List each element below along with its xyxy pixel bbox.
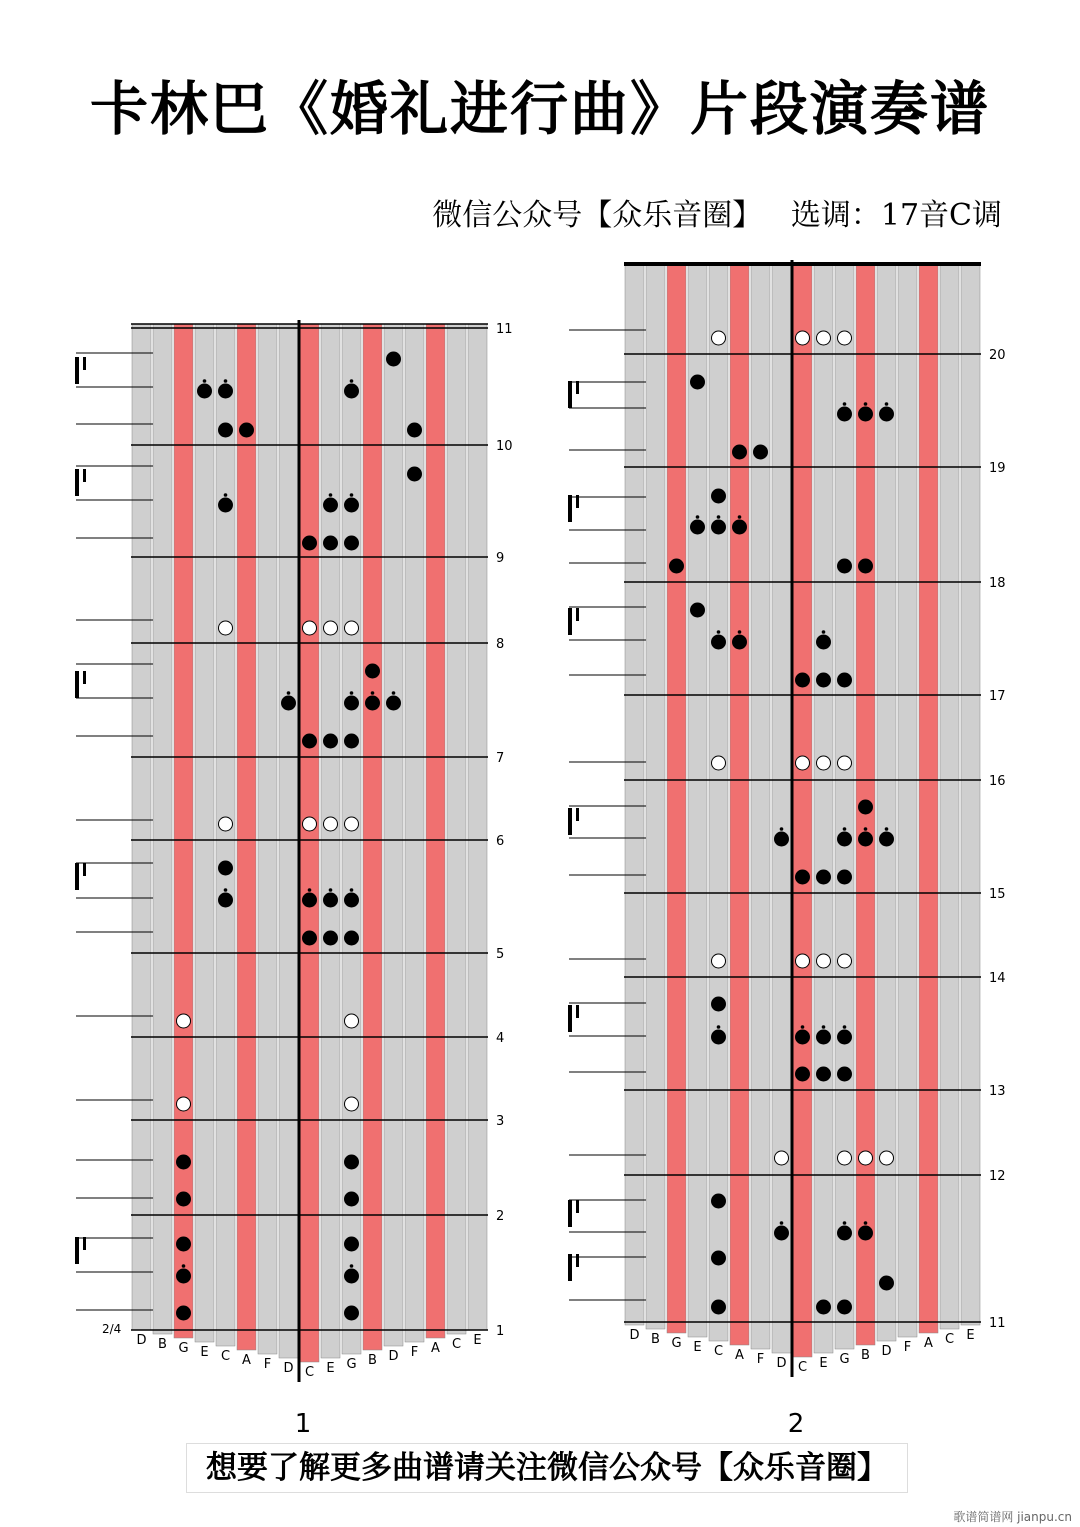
rest-note — [796, 954, 810, 968]
tine-label: B — [368, 1353, 377, 1368]
note — [177, 1192, 191, 1206]
bracket-mark — [568, 1254, 572, 1281]
measure-number: 19 — [989, 461, 1006, 476]
rest-note — [838, 331, 852, 345]
note — [387, 696, 401, 710]
tine-label: C — [304, 1365, 315, 1380]
note-dot — [822, 630, 826, 634]
note — [712, 997, 726, 1011]
bracket-mark — [568, 495, 572, 522]
bracket-mark — [83, 469, 86, 482]
measure-number: 20 — [989, 348, 1006, 363]
note-dot — [182, 1264, 186, 1268]
note — [219, 893, 233, 907]
tine-label: C — [220, 1349, 231, 1364]
tine-1 — [153, 324, 172, 1334]
rest-note — [838, 1151, 852, 1165]
note — [219, 384, 233, 398]
note — [177, 1306, 191, 1320]
note — [859, 800, 873, 814]
tine-label: D — [136, 1333, 147, 1348]
tine-7 — [279, 324, 298, 1358]
tine-label: E — [473, 1333, 482, 1348]
note-dot — [822, 1025, 826, 1029]
rest-note — [880, 1151, 894, 1165]
note-dot — [843, 402, 847, 406]
note-dot — [843, 827, 847, 831]
note — [345, 1269, 359, 1283]
bracket-mark — [568, 1200, 572, 1227]
measure-number: 16 — [989, 774, 1006, 789]
note — [691, 603, 705, 617]
note-dot — [224, 379, 228, 383]
measure-number: 8 — [496, 637, 505, 652]
note — [345, 1306, 359, 1320]
note — [345, 1192, 359, 1206]
tine-label: C — [944, 1332, 955, 1347]
note — [838, 1226, 852, 1240]
note — [859, 407, 873, 421]
note-dot — [392, 691, 396, 695]
note — [324, 931, 338, 945]
tine-label: E — [200, 1345, 209, 1360]
rest-note — [345, 817, 359, 831]
note-dot — [350, 888, 354, 892]
tine-label: F — [903, 1340, 912, 1355]
measure-number: 9 — [496, 551, 505, 566]
note-dot — [864, 827, 868, 831]
bracket-mark — [576, 1254, 579, 1267]
time-signature: 2/4 — [102, 1322, 122, 1336]
measure-number: 7 — [496, 751, 505, 766]
note — [838, 1300, 852, 1314]
tine-6 — [751, 264, 770, 1349]
bracket-mark — [83, 863, 86, 876]
bracket-mark — [568, 381, 572, 408]
note — [345, 536, 359, 550]
note-dot — [329, 493, 333, 497]
note-dot — [350, 493, 354, 497]
note — [712, 520, 726, 534]
note-dot — [224, 493, 228, 497]
measure-number: 11 — [989, 1316, 1006, 1331]
note — [240, 423, 254, 437]
tine-label: F — [410, 1345, 419, 1360]
tine-label: G — [671, 1336, 682, 1351]
bracket-mark — [576, 1005, 579, 1018]
note-dot — [371, 691, 375, 695]
bracket-mark — [75, 863, 79, 890]
note-dot — [885, 827, 889, 831]
note — [712, 1300, 726, 1314]
rest-note — [324, 817, 338, 831]
tine-4 — [709, 264, 728, 1341]
rest-note — [838, 954, 852, 968]
note — [859, 559, 873, 573]
tine-label: C — [713, 1344, 724, 1359]
tine-label: E — [693, 1340, 702, 1355]
note — [366, 664, 380, 678]
subtitle: 微信公众号【众乐音圈】 选调：17音C调 — [432, 198, 1002, 233]
note — [817, 635, 831, 649]
tine-5 — [730, 264, 749, 1345]
tine-14 — [426, 324, 445, 1338]
measure-number: 14 — [989, 971, 1006, 986]
note — [817, 673, 831, 687]
measure-number: 1 — [496, 1324, 505, 1339]
tine-5 — [237, 324, 256, 1350]
note — [345, 498, 359, 512]
tine-7 — [772, 264, 791, 1353]
measure-number: 2 — [496, 1209, 505, 1224]
note — [387, 352, 401, 366]
note-dot — [738, 630, 742, 634]
tine-label: G — [839, 1352, 850, 1367]
bracket-mark — [568, 608, 572, 635]
rest-note — [817, 331, 831, 345]
tine-label: A — [924, 1336, 933, 1351]
tine-10 — [835, 264, 854, 1349]
tine-13 — [898, 264, 917, 1337]
note-dot — [329, 888, 333, 892]
bracket-mark — [576, 1200, 579, 1213]
tine-2 — [174, 324, 193, 1338]
note — [796, 1067, 810, 1081]
bracket-mark — [568, 808, 572, 835]
note-dot — [717, 515, 721, 519]
tine-label: C — [451, 1337, 462, 1352]
note — [219, 498, 233, 512]
note — [345, 696, 359, 710]
measure-number: 10 — [496, 439, 513, 454]
measure-number: 3 — [496, 1114, 505, 1129]
tine-label: D — [776, 1356, 787, 1371]
note — [691, 375, 705, 389]
note-dot — [287, 691, 291, 695]
note-dot — [717, 630, 721, 634]
measure-number: 17 — [989, 689, 1006, 704]
bracket-mark — [576, 608, 579, 621]
note-dot — [350, 1264, 354, 1268]
bracket-mark — [568, 1005, 572, 1032]
tine-label: B — [651, 1332, 660, 1347]
note — [408, 423, 422, 437]
note-dot — [738, 515, 742, 519]
note — [670, 559, 684, 573]
bracket-mark — [83, 1237, 86, 1250]
note — [345, 734, 359, 748]
rest-note — [775, 1151, 789, 1165]
note — [838, 1067, 852, 1081]
tine-2 — [667, 264, 686, 1333]
tine-label: D — [629, 1328, 640, 1343]
note — [712, 1030, 726, 1044]
note — [733, 635, 747, 649]
tine-label: F — [756, 1352, 765, 1367]
note-dot — [864, 1221, 868, 1225]
note — [712, 489, 726, 503]
note — [345, 1155, 359, 1169]
rest-note — [219, 621, 233, 635]
note — [838, 673, 852, 687]
note — [817, 1300, 831, 1314]
footer-note: 想要了解更多曲谱请关注微信公众号【众乐音圈】 — [186, 1443, 908, 1493]
tine-label: E — [819, 1356, 828, 1371]
rest-note — [859, 1151, 873, 1165]
note — [324, 734, 338, 748]
tine-14 — [919, 264, 938, 1333]
panel-page-number: 2 — [787, 1409, 805, 1439]
note — [880, 407, 894, 421]
tine-8 — [793, 264, 812, 1357]
tine-15 — [447, 324, 466, 1334]
note-dot — [203, 379, 207, 383]
tine-6 — [258, 324, 277, 1354]
tine-3 — [688, 264, 707, 1337]
rest-note — [345, 1097, 359, 1111]
rest-note — [345, 621, 359, 635]
note — [775, 832, 789, 846]
note-dot — [350, 379, 354, 383]
note — [345, 1237, 359, 1251]
measure-number: 4 — [496, 1031, 505, 1046]
note-dot — [224, 888, 228, 892]
rest-note — [177, 1097, 191, 1111]
tine-label: G — [346, 1357, 357, 1372]
measure-number: 18 — [989, 576, 1006, 591]
note — [838, 407, 852, 421]
tine-1 — [646, 264, 665, 1329]
rest-note — [219, 817, 233, 831]
note — [817, 1030, 831, 1044]
note — [880, 1276, 894, 1290]
tine-label: B — [158, 1337, 167, 1352]
tine-label: D — [388, 1349, 399, 1364]
note-dot — [717, 1025, 721, 1029]
measure-number: 11 — [496, 322, 513, 337]
tine-label: A — [431, 1341, 440, 1356]
note-dot — [801, 1025, 805, 1029]
note — [345, 384, 359, 398]
panel-page-number: 1 — [294, 1409, 312, 1439]
tine-label: B — [861, 1348, 870, 1363]
tine-label: D — [283, 1361, 294, 1376]
note — [177, 1155, 191, 1169]
tine-15 — [940, 264, 959, 1329]
note — [817, 1067, 831, 1081]
bracket-mark — [83, 357, 86, 370]
note — [880, 832, 894, 846]
watermark: 歌谱简谱网 jianpu.cn — [953, 1510, 1072, 1524]
note — [838, 1030, 852, 1044]
rest-note — [712, 756, 726, 770]
note — [712, 1194, 726, 1208]
note-dot — [843, 1221, 847, 1225]
bracket-mark — [75, 671, 79, 698]
tine-label: E — [326, 1361, 335, 1376]
note — [219, 423, 233, 437]
note — [324, 536, 338, 550]
note — [754, 445, 768, 459]
rest-note — [345, 1014, 359, 1028]
note — [796, 1030, 810, 1044]
rest-note — [796, 756, 810, 770]
measure-number: 5 — [496, 947, 505, 962]
note — [345, 893, 359, 907]
tine-8 — [300, 324, 319, 1362]
note-dot — [780, 827, 784, 831]
rest-note — [712, 954, 726, 968]
tine-12 — [877, 264, 896, 1341]
note — [303, 893, 317, 907]
tine-16 — [961, 264, 980, 1325]
note — [796, 673, 810, 687]
note — [198, 384, 212, 398]
note — [775, 1226, 789, 1240]
note — [177, 1237, 191, 1251]
note — [324, 893, 338, 907]
note-dot — [864, 402, 868, 406]
tine-16 — [468, 324, 487, 1330]
note-dot — [696, 515, 700, 519]
bracket-mark — [576, 808, 579, 821]
page-title: 卡林巴《婚礼进行曲》片段演奏谱 — [89, 75, 990, 143]
note — [324, 498, 338, 512]
note-dot — [780, 1221, 784, 1225]
note — [712, 635, 726, 649]
rest-note — [838, 756, 852, 770]
note — [817, 870, 831, 884]
note — [366, 696, 380, 710]
tine-label: A — [242, 1353, 251, 1368]
note — [303, 734, 317, 748]
tine-4 — [216, 324, 235, 1346]
note — [838, 832, 852, 846]
rest-note — [177, 1014, 191, 1028]
note — [838, 870, 852, 884]
tine-label: C — [797, 1360, 808, 1375]
bracket-mark — [576, 495, 579, 508]
note — [408, 467, 422, 481]
rest-note — [303, 817, 317, 831]
bracket-mark — [75, 357, 79, 384]
note — [733, 520, 747, 534]
bracket-mark — [75, 1237, 79, 1264]
note-dot — [308, 888, 312, 892]
measure-number: 12 — [989, 1169, 1006, 1184]
tine-label: F — [263, 1357, 272, 1372]
note — [859, 832, 873, 846]
note — [796, 870, 810, 884]
measure-number: 15 — [989, 887, 1006, 902]
measure-number: 13 — [989, 1084, 1006, 1099]
tine-12 — [384, 324, 403, 1346]
note — [691, 520, 705, 534]
tine-label: G — [178, 1341, 189, 1356]
note — [733, 445, 747, 459]
tine-3 — [195, 324, 214, 1342]
tine-9 — [321, 324, 340, 1358]
note — [219, 861, 233, 875]
rest-note — [712, 331, 726, 345]
note — [303, 931, 317, 945]
tine-0 — [132, 324, 151, 1330]
tine-label: A — [735, 1348, 744, 1363]
bracket-mark — [83, 671, 86, 684]
note-dot — [843, 1025, 847, 1029]
note — [345, 931, 359, 945]
note — [177, 1269, 191, 1283]
measure-number: 6 — [496, 834, 505, 849]
rest-note — [817, 954, 831, 968]
tine-9 — [814, 264, 833, 1353]
note — [859, 1226, 873, 1240]
rest-note — [796, 331, 810, 345]
tine-label: E — [966, 1328, 975, 1343]
note-dot — [350, 691, 354, 695]
note — [838, 559, 852, 573]
rest-note — [324, 621, 338, 635]
rest-note — [303, 621, 317, 635]
bracket-mark — [75, 469, 79, 496]
tine-label: D — [881, 1344, 892, 1359]
rest-note — [817, 756, 831, 770]
note — [303, 536, 317, 550]
bracket-mark — [576, 381, 579, 394]
tine-11 — [363, 324, 382, 1350]
note — [712, 1251, 726, 1265]
tine-0 — [625, 264, 644, 1325]
note — [282, 696, 296, 710]
note-dot — [885, 402, 889, 406]
